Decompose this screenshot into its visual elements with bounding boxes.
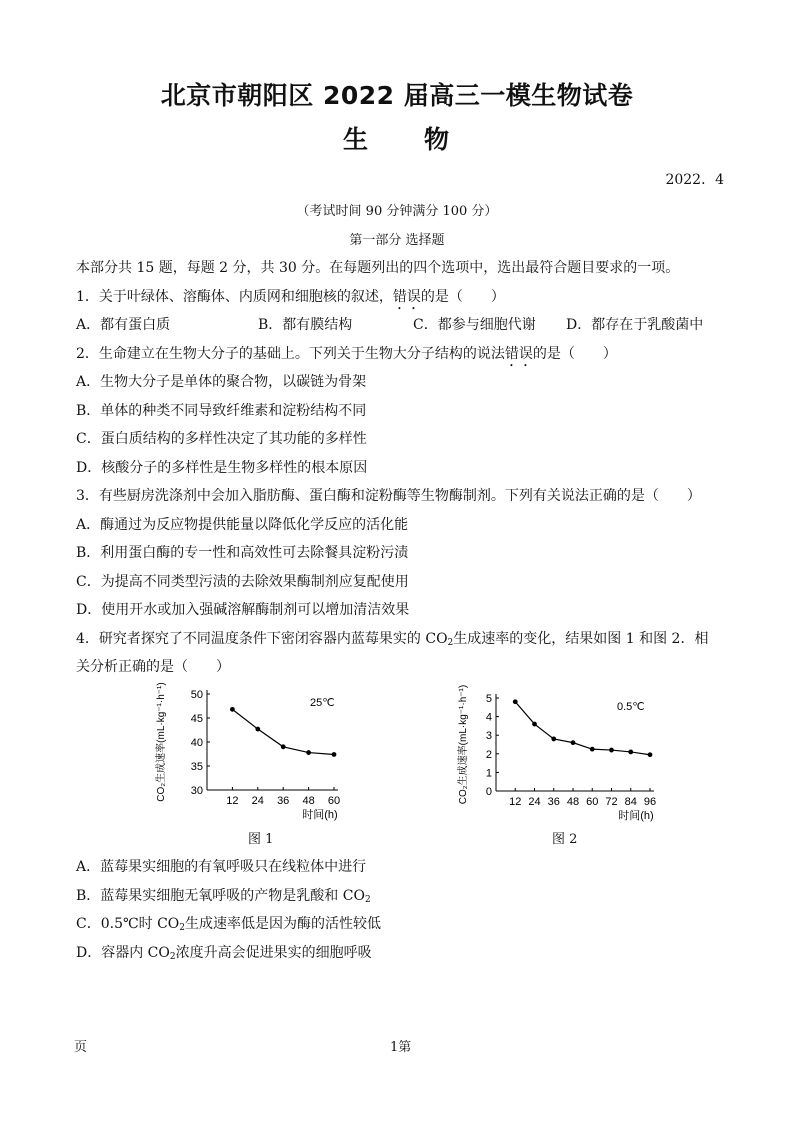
x-axis-label: 时间(h) bbox=[302, 809, 338, 821]
data-point bbox=[306, 750, 311, 755]
q2-option-c: C．蛋白质结构的多样性决定了其功能的多样性 bbox=[76, 431, 367, 447]
q4-option-b bbox=[76, 885, 371, 905]
q4-option-d-b: 浓度升高会促进果实的细胞呼吸 bbox=[175, 945, 372, 961]
subscript-2: 2 bbox=[179, 923, 186, 933]
temperature-annotation: 25℃ bbox=[310, 697, 335, 709]
q2-stem-a: 2．生命建立在生物大分子的基础上。下列关于生物大分子结构的说法 bbox=[76, 346, 505, 362]
chart-2-svg bbox=[452, 686, 672, 836]
x-tick-label: 60 bbox=[327, 795, 341, 807]
q3-option-a: A．酶通过为反应物提供能量以降低化学反应的活化能 bbox=[76, 517, 409, 533]
q2-option-a: A．生物大分子是单体的聚合物，以碳链为骨架 bbox=[76, 374, 367, 390]
x-tick-label: 60 bbox=[586, 796, 599, 808]
x-tick-label: 96 bbox=[643, 796, 657, 808]
exam-date: 2022．4 bbox=[665, 172, 724, 188]
x-tick-label: 24 bbox=[528, 796, 541, 808]
y-axis-label: CO₂生成速率(mL·kg⁻¹·h⁻¹) bbox=[156, 682, 167, 802]
q4-option-d bbox=[76, 942, 372, 962]
q1-stem-b: 的是（ ） bbox=[420, 289, 505, 305]
subscript-2: 2 bbox=[169, 952, 176, 962]
q3-option-d: D．使用开水或加入强碱溶解酶制剂可以增加清洁效果 bbox=[76, 602, 410, 618]
data-point bbox=[230, 707, 235, 712]
q2-option-d: D．核酸分子的多样性是生物多样性的根本原因 bbox=[76, 460, 368, 476]
q4-option-a: A．蓝莓果实细胞的有氧呼吸只在线粒体中进行 bbox=[76, 859, 367, 875]
part-intro: 本部分共 15 题，每题 2 分，共 30 分。在每题列出的四个选项中，选出最符合题目要求的一项。 bbox=[76, 260, 680, 276]
chart-1 bbox=[150, 682, 360, 836]
y-tick-label: 4 bbox=[485, 711, 492, 724]
q4-option-c-a: C．0.5℃时 CO bbox=[76, 916, 180, 932]
q1-option-d: D．都存在于乳酸菌中 bbox=[566, 317, 704, 333]
q4-stem-line1 bbox=[76, 628, 708, 648]
exam-title: 北京市朝阳区 2022 届高三一模生物试卷 bbox=[160, 81, 634, 110]
q2-stem-mark: 错误 bbox=[504, 346, 533, 362]
data-point bbox=[590, 747, 595, 752]
y-tick-label: 1 bbox=[485, 767, 492, 780]
figure-2-caption: 图 2 bbox=[552, 832, 578, 847]
q4-stem-line2: 关分析正确的是（ ） bbox=[76, 659, 230, 675]
q4-option-c bbox=[76, 913, 381, 933]
data-point bbox=[281, 744, 286, 749]
data-point bbox=[571, 740, 576, 745]
x-axis-label: 时间(h) bbox=[618, 810, 654, 822]
q3-option-c: C．为提高不同类型污渍的去除效果酶制剂应复配使用 bbox=[76, 574, 409, 590]
data-point bbox=[532, 722, 537, 727]
x-tick-label: 48 bbox=[566, 796, 580, 808]
chart-2 bbox=[452, 686, 672, 836]
data-point bbox=[255, 727, 260, 732]
q3-stem: 3．有些厨房洗涤剂中会加入脂肪酶、蛋白酶和淀粉酶等生物酶制剂。下列有关说法正确的是（ ） bbox=[76, 488, 701, 504]
data-point bbox=[513, 699, 518, 704]
exam-info: （考试时间 90 分钟满分 100 分） bbox=[296, 204, 498, 219]
y-tick-label: 2 bbox=[485, 748, 492, 761]
data-point bbox=[551, 737, 556, 742]
q1-stem-mark: 错误 bbox=[392, 289, 421, 305]
y-axis-label: CO₂生成速率(mL·kg⁻¹·h⁻¹) bbox=[458, 684, 469, 805]
y-tick-label: 40 bbox=[190, 737, 203, 749]
temperature-annotation: 0.5℃ bbox=[617, 701, 645, 713]
x-tick-label: 12 bbox=[509, 796, 522, 808]
x-tick-label: 72 bbox=[605, 796, 618, 808]
y-tick-label: 45 bbox=[190, 713, 203, 725]
data-point bbox=[609, 748, 614, 753]
subject-title: 生 物 bbox=[342, 125, 451, 154]
figure-1-caption: 图 1 bbox=[248, 832, 274, 847]
footer-left: 页 bbox=[74, 1040, 88, 1055]
q1-stem-a: 1．关于叶绿体、溶酶体、内质网和细胞核的叙述， bbox=[76, 289, 393, 305]
q2-option-b: B．单体的种类不同导致纤维素和淀粉结构不同 bbox=[76, 403, 367, 419]
y-tick-label: 5 bbox=[485, 693, 492, 705]
q4-option-c-b: 生成速率低是因为酶的活性较低 bbox=[185, 916, 382, 932]
subscript-2: 2 bbox=[364, 895, 371, 905]
subscript-2: 2 bbox=[447, 638, 454, 648]
q1-stem bbox=[76, 286, 505, 313]
y-tick-label: 50 bbox=[190, 689, 203, 701]
q3-option-b: B．利用蛋白酶的专一性和高效性可去除餐具淀粉污渍 bbox=[76, 545, 409, 561]
q2-stem bbox=[76, 343, 617, 370]
q4-stem-l1b: 生成速率的变化，结果如图 1 和图 2．相 bbox=[453, 631, 709, 647]
q2-stem-b: 的是（ ） bbox=[532, 346, 617, 362]
data-point bbox=[332, 752, 337, 757]
y-tick-label: 0 bbox=[485, 786, 492, 798]
x-tick-label: 24 bbox=[251, 795, 264, 807]
footer-page-number: 1第 bbox=[390, 1040, 412, 1055]
y-tick-label: 30 bbox=[190, 785, 203, 797]
x-tick-label: 84 bbox=[624, 796, 637, 808]
x-tick-label: 36 bbox=[547, 796, 560, 808]
data-point bbox=[648, 752, 653, 757]
q4-option-d-a: D．容器内 CO bbox=[76, 945, 170, 961]
x-tick-label: 36 bbox=[277, 795, 290, 807]
x-tick-label: 12 bbox=[226, 795, 239, 807]
q1-option-c: C．都参与细胞代谢 bbox=[413, 317, 536, 333]
data-point bbox=[628, 750, 633, 755]
y-tick-label: 35 bbox=[190, 761, 203, 773]
x-tick-label: 48 bbox=[302, 795, 315, 807]
q4-stem-l1a: 4．研究者探究了不同温度条件下密闭容器内蓝莓果实的 CO bbox=[76, 631, 448, 647]
y-tick-label: 3 bbox=[485, 730, 492, 743]
chart-1-svg bbox=[150, 682, 360, 836]
q1-option-b: B．都有膜结构 bbox=[258, 317, 353, 333]
q4-option-b-text: B．蓝莓果实细胞无氧呼吸的产物是乳酸和 CO bbox=[76, 888, 365, 904]
part-title: 第一部分 选择题 bbox=[349, 233, 445, 248]
q1-option-a: A．都有蛋白质 bbox=[76, 317, 171, 333]
